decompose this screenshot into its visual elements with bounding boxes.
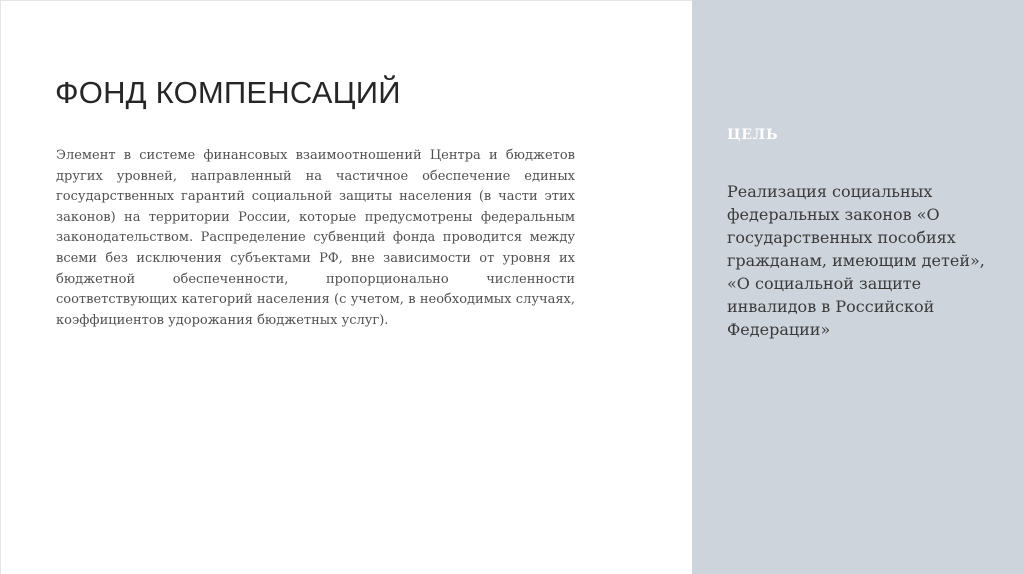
slide-body-text: Элемент в системе финансовых взаимоотношений Центра и бюджетов других уровней, направленный на частичное обеспечение единых государственных гарантий социальной защиты населения (в части этих законов) на территории России, которые предусмотрены федеральным законодательством. Распределение субвенций фонда проводится между всеми без исключения субъектами РФ, вне зависимости от уровня их бюджетной обеспеченности, пропорционально численности соответствующих категорий населения (с учетом, в необходимых случаях, коэффициентов удорожания бюджетных услуг).: [56, 148, 575, 328]
goal-heading: ЦЕЛЬ: [727, 127, 779, 143]
goal-panel: [692, 0, 1024, 574]
slide-title: ФОНД КОМПЕНСАЦИЙ: [55, 75, 401, 110]
goal-text: Реализация социальных федеральных законов «О государственных пособиях гражданам, имеющим детей», «О социальной защите инвалидов в Российской Федерации»: [727, 182, 985, 339]
slide-left-border: [0, 0, 1, 574]
